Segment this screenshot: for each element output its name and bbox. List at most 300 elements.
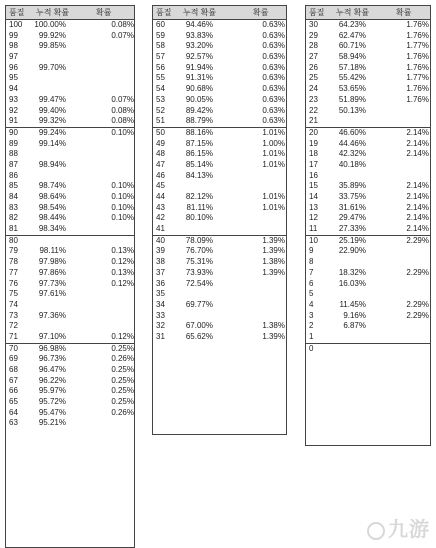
quality-cell: 28 (309, 41, 318, 51)
quality-cell: 77 (9, 267, 18, 277)
table-row (306, 311, 430, 322)
probability-cell: 2.14% (406, 213, 429, 223)
table-row (6, 20, 134, 31)
cumulative-cell: 44.46% (338, 138, 366, 148)
quality-cell: 70 (9, 343, 18, 353)
probability-cell: 1.76% (406, 84, 429, 94)
quality-cell: 78 (9, 257, 18, 267)
quality-cell: 16 (309, 170, 318, 180)
cumulative-cell: 16.03% (338, 278, 366, 288)
table-row (306, 289, 430, 300)
quality-table-middle (152, 5, 287, 435)
quality-cell: 30 (309, 20, 318, 29)
table-row (306, 106, 430, 117)
probability-cell: 1.01% (262, 149, 285, 159)
table-row (306, 321, 430, 332)
table-row (6, 192, 134, 203)
probability-cell: 0.63% (262, 30, 285, 40)
table-row (6, 116, 134, 127)
quality-cell: 50 (156, 127, 165, 137)
table-row (153, 300, 286, 311)
table-row (306, 246, 430, 257)
probability-cell: 2.29% (406, 310, 429, 320)
probability-cell: 0.10% (111, 213, 134, 223)
quality-cell: 15 (309, 181, 318, 191)
cumulative-cell: 88.79% (185, 116, 213, 126)
probability-cell: 1.76% (406, 94, 429, 104)
cumulative-cell: 99.47% (38, 94, 66, 104)
quality-cell: 45 (156, 181, 165, 191)
probability-cell: 2.29% (406, 235, 429, 245)
probability-cell: 2.14% (406, 149, 429, 159)
quality-cell: 33 (156, 310, 165, 320)
cumulative-cell: 86.15% (185, 149, 213, 159)
quality-cell: 12 (309, 213, 318, 223)
probability-cell: 1.76% (406, 20, 429, 29)
cumulative-cell: 99.85% (38, 41, 66, 51)
cumulative-cell: 33.75% (338, 192, 366, 201)
probability-cell: 1.01% (262, 159, 285, 169)
table-row (6, 127, 134, 139)
cumulative-cell: 60.71% (338, 41, 366, 51)
table-row (153, 95, 286, 106)
cumulative-cell: 89.42% (185, 105, 213, 115)
quality-cell: 41 (156, 224, 165, 234)
table-row (306, 171, 430, 182)
probability-cell: 0.12% (111, 278, 134, 288)
quality-cell: 35 (156, 289, 165, 299)
quality-cell: 27 (309, 52, 318, 62)
cumulative-cell: 99.32% (38, 116, 66, 126)
table-row (6, 149, 134, 160)
table-row (6, 397, 134, 408)
cumulative-cell: 95.21% (38, 418, 66, 428)
quality-cell: 49 (156, 138, 165, 148)
table-row (153, 279, 286, 290)
cumulative-cell: 64.23% (338, 20, 366, 29)
table-row (6, 408, 134, 419)
quality-cell: 63 (9, 418, 18, 428)
cumulative-cell: 11.45% (339, 299, 366, 309)
header-c3: 확률 (253, 8, 269, 17)
probability-cell: 0.63% (262, 52, 285, 62)
table-row (306, 149, 430, 160)
table-row (6, 354, 134, 365)
quality-cell: 23 (309, 94, 318, 104)
table-row (153, 20, 286, 31)
table-row (153, 321, 286, 332)
quality-cell: 22 (309, 105, 318, 115)
probability-cell: 1.76% (406, 62, 429, 72)
quality-cell: 66 (9, 386, 18, 396)
table-row (306, 332, 430, 343)
table-row (6, 171, 134, 182)
cumulative-cell: 69.77% (185, 299, 213, 309)
table-row (6, 365, 134, 376)
cumulative-cell: 87.15% (185, 138, 213, 148)
probability-cell: 0.13% (111, 246, 134, 256)
cumulative-cell: 9.16% (343, 310, 366, 320)
cumulative-cell: 97.61% (38, 289, 66, 299)
table-row (306, 41, 430, 52)
quality-cell: 67 (9, 375, 18, 385)
quality-cell: 46 (156, 170, 165, 180)
table-row (306, 343, 430, 355)
table-header (306, 6, 430, 20)
quality-cell: 99 (9, 30, 18, 40)
table-header (6, 6, 134, 20)
cumulative-cell: 99.70% (38, 62, 66, 72)
quality-cell: 87 (9, 159, 18, 169)
probability-cell: 0.63% (262, 105, 285, 115)
table-row (6, 418, 134, 429)
table-row (6, 311, 134, 322)
header-c1: 품질 (309, 8, 325, 17)
table-row (306, 84, 430, 95)
quality-cell: 47 (156, 159, 165, 169)
probability-cell: 1.38% (262, 257, 285, 267)
table-row (306, 192, 430, 203)
table-row (306, 95, 430, 106)
cumulative-cell: 62.47% (338, 30, 366, 40)
quality-cell: 94 (9, 84, 18, 94)
quality-cell: 85 (9, 181, 18, 191)
table-row (153, 203, 286, 214)
table-row (306, 52, 430, 63)
quality-cell: 95 (9, 73, 18, 83)
quality-cell: 9 (309, 246, 314, 256)
probability-cell: 0.12% (111, 331, 134, 341)
probability-cell: 1.76% (406, 30, 429, 40)
table-row (153, 149, 286, 160)
quality-cell: 82 (9, 213, 18, 223)
quality-cell: 7 (309, 267, 314, 277)
cumulative-cell: 98.54% (38, 202, 66, 212)
probability-cell: 1.01% (262, 127, 285, 137)
probability-cell: 0.08% (111, 105, 134, 115)
table-row (153, 171, 286, 182)
quality-cell: 34 (156, 299, 165, 309)
probability-cell: 0.25% (111, 386, 134, 396)
cumulative-cell: 31.61% (338, 202, 366, 212)
quality-cell: 97 (9, 52, 18, 62)
table-row (153, 213, 286, 224)
table-row (6, 213, 134, 224)
quality-cell: 26 (309, 62, 318, 72)
cumulative-cell: 97.36% (38, 310, 66, 320)
quality-cell: 79 (9, 246, 18, 256)
probability-cell: 2.14% (406, 138, 429, 148)
probability-cell: 0.63% (262, 84, 285, 94)
cumulative-cell: 22.90% (338, 246, 366, 256)
cumulative-cell: 100.00% (34, 20, 66, 29)
quality-cell: 42 (156, 213, 165, 223)
header-c2: 누적 확률 (183, 8, 217, 17)
quality-cell: 86 (9, 170, 18, 180)
cumulative-cell: 99.40% (38, 105, 66, 115)
probability-cell: 1.39% (262, 246, 285, 256)
table-header (153, 6, 286, 20)
header-c2: 누적 확률 (336, 8, 370, 17)
probability-cell: 0.63% (262, 116, 285, 126)
cumulative-cell: 97.86% (38, 267, 66, 277)
quality-cell: 4 (309, 299, 314, 309)
quality-cell: 59 (156, 30, 165, 40)
cumulative-cell: 84.13% (185, 170, 213, 180)
table-row (6, 300, 134, 311)
watermark-text: 九游 (388, 517, 430, 541)
probability-cell: 2.14% (406, 202, 429, 212)
table-row (306, 235, 430, 247)
quality-cell: 0 (309, 343, 314, 353)
quality-cell: 55 (156, 73, 165, 83)
quality-cell: 10 (309, 235, 318, 245)
quality-cell: 8 (309, 257, 314, 267)
table-row (6, 257, 134, 268)
cumulative-cell: 99.92% (38, 30, 66, 40)
cumulative-cell: 25.19% (338, 235, 366, 245)
table-row (306, 224, 430, 235)
table-row (6, 106, 134, 117)
quality-cell: 20 (309, 127, 318, 137)
quality-cell: 53 (156, 94, 165, 104)
table-row (153, 289, 286, 300)
quality-cell: 84 (9, 192, 18, 201)
quality-cell: 72 (9, 321, 18, 331)
table-row (153, 246, 286, 257)
quality-cell: 83 (9, 202, 18, 212)
table-row (153, 257, 286, 268)
probability-cell: 1.39% (262, 267, 285, 277)
table-row (153, 52, 286, 63)
quality-cell: 91 (9, 116, 18, 126)
probability-cell: 2.14% (406, 127, 429, 137)
probability-cell: 2.29% (406, 267, 429, 277)
quality-cell: 96 (9, 62, 18, 72)
watermark-icon (367, 522, 385, 540)
probability-cell: 1.77% (406, 73, 429, 83)
table-row (306, 160, 430, 171)
table-row (153, 63, 286, 74)
table-row (306, 116, 430, 127)
cumulative-cell: 88.16% (185, 127, 213, 137)
table-row (6, 235, 134, 247)
quality-cell: 19 (309, 138, 318, 148)
table-row (153, 311, 286, 322)
probability-cell: 1.00% (262, 138, 285, 148)
quality-cell: 58 (156, 41, 165, 51)
cumulative-cell: 90.68% (185, 84, 213, 94)
table-row (6, 321, 134, 332)
probability-cell: 0.25% (111, 375, 134, 385)
table-row (153, 192, 286, 203)
table-row (306, 63, 430, 74)
quality-table-right (305, 5, 431, 446)
quality-cell: 88 (9, 149, 18, 159)
table-row (153, 235, 286, 247)
quality-cell: 17 (309, 159, 318, 169)
cumulative-cell: 95.97% (38, 386, 66, 396)
quality-cell: 93 (9, 94, 18, 104)
quality-cell: 65 (9, 397, 18, 407)
quality-cell: 56 (156, 62, 165, 72)
table-row (153, 31, 286, 42)
cumulative-cell: 97.98% (38, 257, 66, 267)
quality-cell: 40 (156, 235, 165, 245)
cumulative-cell: 80.10% (185, 213, 213, 223)
cumulative-cell: 75.31% (185, 257, 213, 267)
cumulative-cell: 90.05% (185, 94, 213, 104)
quality-cell: 80 (9, 235, 18, 245)
cumulative-cell: 58.94% (338, 52, 366, 62)
quality-cell: 39 (156, 246, 165, 256)
quality-cell: 74 (9, 299, 18, 309)
cumulative-cell: 96.73% (38, 354, 66, 364)
probability-cell: 0.25% (111, 365, 134, 374)
cumulative-cell: 40.18% (338, 159, 366, 169)
probability-cell: 0.26% (111, 354, 134, 364)
quality-cell: 89 (9, 138, 18, 148)
table-row (6, 181, 134, 192)
table-row (6, 279, 134, 290)
probability-cell: 2.14% (406, 192, 429, 201)
table-row (153, 127, 286, 139)
probability-cell: 0.10% (111, 192, 134, 201)
cumulative-cell: 76.70% (185, 246, 213, 256)
cumulative-cell: 27.33% (338, 224, 366, 234)
cumulative-cell: 93.83% (185, 30, 213, 40)
quality-cell: 13 (309, 202, 318, 212)
quality-cell: 25 (309, 73, 318, 83)
cumulative-cell: 95.72% (38, 397, 66, 407)
cumulative-cell: 99.24% (38, 127, 66, 137)
cumulative-cell: 46.60% (338, 127, 366, 137)
quality-cell: 75 (9, 289, 18, 299)
cumulative-cell: 96.22% (38, 375, 66, 385)
quality-cell: 3 (309, 310, 314, 320)
table-row (153, 116, 286, 127)
cumulative-cell: 57.18% (338, 62, 366, 72)
probability-cell: 0.63% (262, 62, 285, 72)
table-row (153, 181, 286, 192)
header-c2: 누적 확률 (36, 8, 70, 17)
quality-cell: 92 (9, 105, 18, 115)
cumulative-cell: 93.20% (185, 41, 213, 51)
table-row (6, 332, 134, 343)
cumulative-cell: 6.87% (343, 321, 366, 331)
table-row (306, 20, 430, 31)
quality-cell: 73 (9, 310, 18, 320)
quality-cell: 21 (309, 116, 318, 126)
quality-cell: 1 (309, 331, 314, 341)
probability-cell: 0.07% (111, 30, 134, 40)
table-row (6, 160, 134, 171)
watermark-logo (367, 513, 430, 542)
probability-cell: 1.01% (262, 192, 285, 201)
quality-cell: 32 (156, 321, 165, 331)
table-row (153, 106, 286, 117)
table-row (6, 41, 134, 52)
probability-cell: 0.10% (111, 127, 134, 137)
table-row (6, 73, 134, 84)
quality-cell: 37 (156, 267, 165, 277)
quality-cell: 57 (156, 52, 165, 62)
quality-cell: 52 (156, 105, 165, 115)
cumulative-cell: 96.47% (38, 365, 66, 374)
cumulative-cell: 98.34% (38, 224, 66, 234)
table-row (153, 268, 286, 279)
table-row (306, 73, 430, 84)
cumulative-cell: 99.14% (38, 138, 66, 148)
quality-cell: 14 (309, 192, 318, 201)
quality-cell: 68 (9, 365, 18, 374)
table-row (306, 213, 430, 224)
quality-cell: 5 (309, 289, 314, 299)
cumulative-cell: 42.32% (338, 149, 366, 159)
quality-cell: 2 (309, 321, 314, 331)
cumulative-cell: 73.93% (185, 267, 213, 277)
cumulative-cell: 51.89% (338, 94, 366, 104)
quality-cell: 36 (156, 278, 165, 288)
probability-cell: 1.39% (262, 235, 285, 245)
header-c3: 확률 (96, 8, 112, 17)
probability-cell: 0.07% (111, 94, 134, 104)
table-row (6, 343, 134, 355)
quality-cell: 81 (9, 224, 18, 234)
quality-cell: 6 (309, 278, 314, 288)
table-row (306, 139, 430, 150)
header-c1: 품질 (9, 8, 25, 17)
quality-cell: 11 (309, 224, 318, 234)
cumulative-cell: 78.09% (185, 235, 213, 245)
cumulative-cell: 92.57% (185, 52, 213, 62)
table-row (153, 139, 286, 150)
table-row (306, 181, 430, 192)
cumulative-cell: 98.94% (38, 159, 66, 169)
cumulative-cell: 35.89% (338, 181, 366, 191)
quality-cell: 69 (9, 354, 18, 364)
table-row (6, 246, 134, 257)
cumulative-cell: 91.94% (185, 62, 213, 72)
quality-cell: 29 (309, 30, 318, 40)
table-row (6, 268, 134, 279)
quality-cell: 24 (309, 84, 318, 94)
quality-cell: 60 (156, 20, 165, 29)
table-row (153, 160, 286, 171)
probability-cell: 0.25% (111, 343, 134, 353)
quality-cell: 100 (9, 20, 23, 29)
cumulative-cell: 96.98% (38, 343, 66, 353)
table-row (6, 95, 134, 106)
cumulative-cell: 65.62% (185, 331, 213, 341)
table-row (6, 376, 134, 387)
table-row (153, 224, 286, 235)
table-row (306, 203, 430, 214)
quality-cell: 51 (156, 116, 165, 126)
probability-cell: 2.14% (406, 224, 429, 234)
table-row (153, 41, 286, 52)
table-row (6, 386, 134, 397)
table-row (306, 257, 430, 268)
probability-cell: 1.39% (262, 331, 285, 341)
quality-cell: 90 (9, 127, 18, 137)
cumulative-cell: 95.47% (38, 407, 66, 417)
quality-cell: 76 (9, 278, 18, 288)
table-row (6, 203, 134, 214)
probability-cell: 0.08% (111, 20, 134, 29)
cumulative-cell: 97.73% (38, 278, 66, 288)
cumulative-cell: 67.00% (185, 321, 213, 331)
